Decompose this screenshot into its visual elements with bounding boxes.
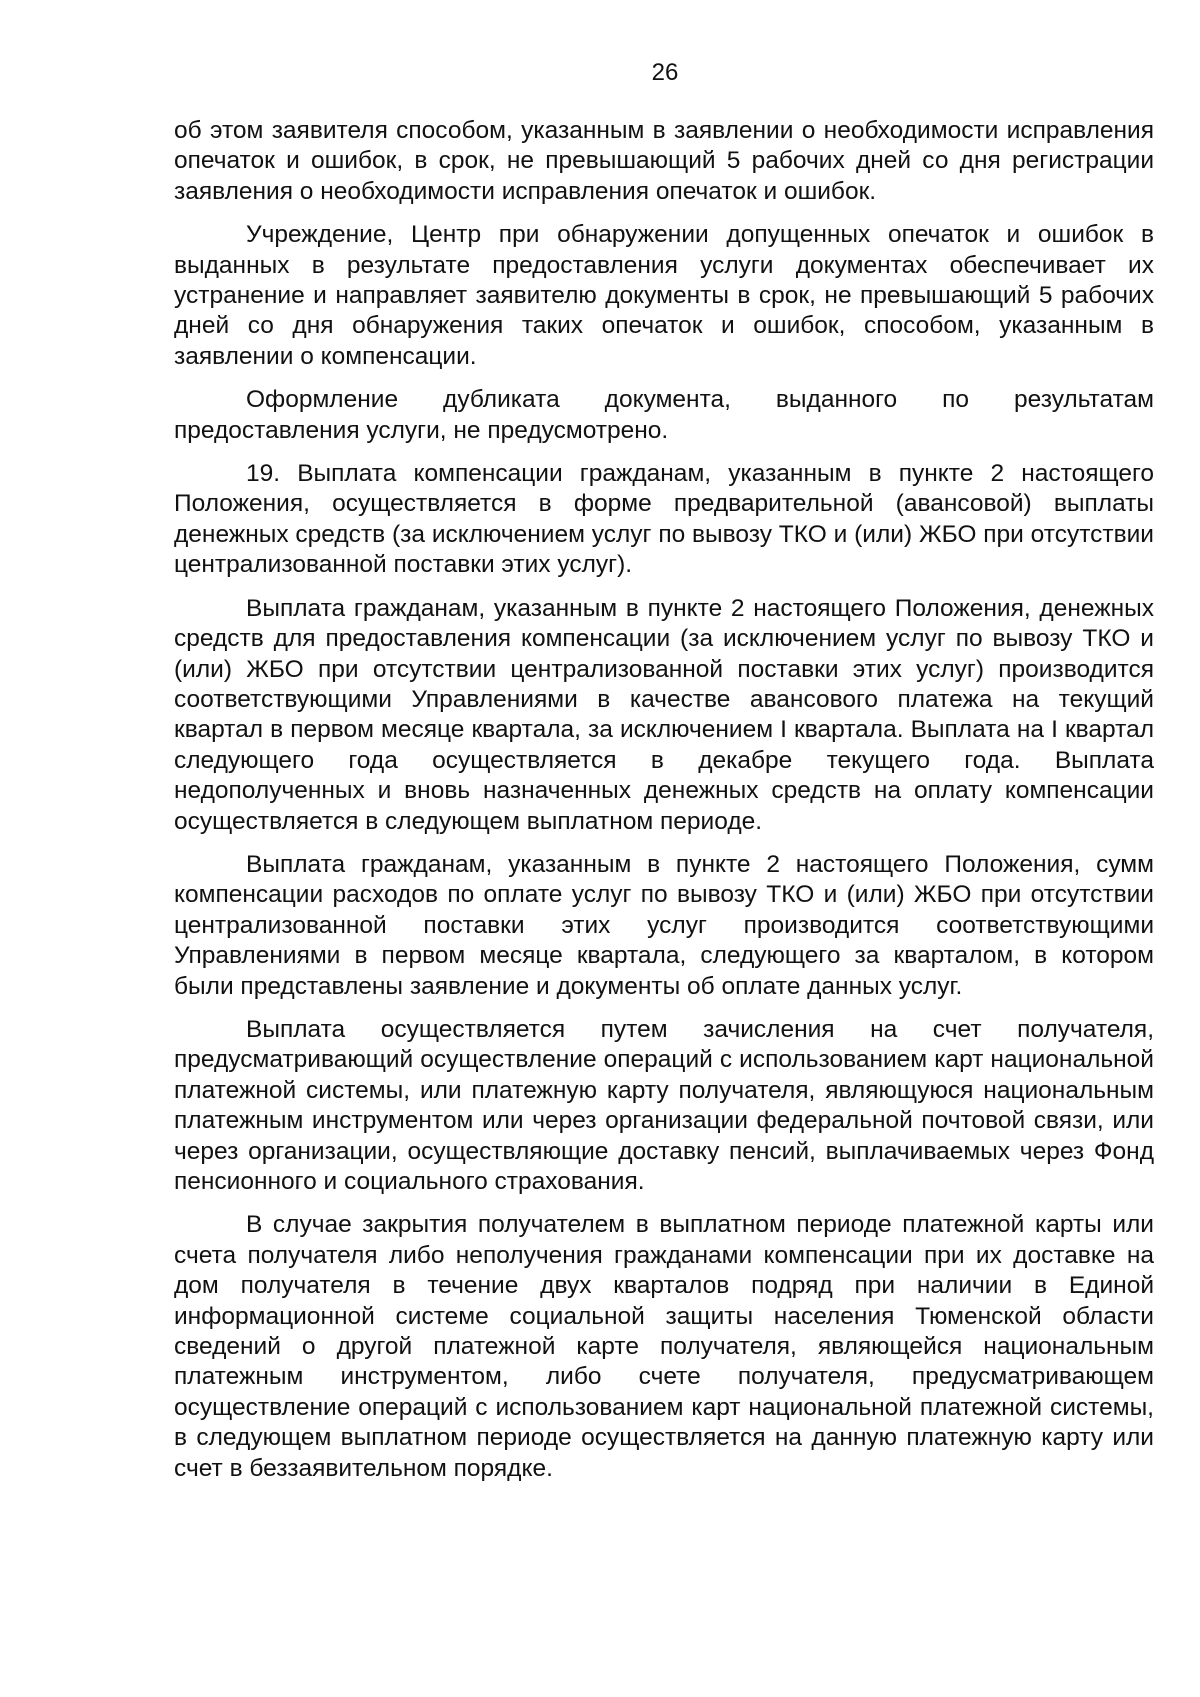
paragraph-error-correction: Учреждение, Центр при обнаружении допущенных опечаток и ошибок в выданных в результате предоставления услуги документах обеспечивает их устранение и направляет заявителю документы в срок, не превышающий 5 рабочих дней со дня обнаружения таких опечаток и ошибок, способом, указанным в заявлении о компенсации. <box>174 221 1154 370</box>
paragraph-advance-payment: Выплата гражданам, указанным в пункте 2 настоящего Положения, денежных средств для предоставления компенсации (за исключением услуг по вывозу ТКО и (или) ЖБО при отсутствии централизованной поставки этих услуг) производится соответствующими Управлениями в качестве авансового платежа на текущий квартал в первом месяце квартала, за исключением I квартала. Выплата на I квартал следующего года осуществляется в декабре текущего года. Выплата недополученных и вновь назначенных денежных средств на оплату компенсации осуществляется в следующем выплатном периоде. <box>174 594 1154 835</box>
paragraph-tko-zhbo-payment: Выплата гражданам, указанным в пункте 2 настоящего Положения, сумм компенсации расходов по оплате услуг по вывозу ТКО и (или) ЖБО при отсутствии централизованной поставки этих услуг производится соответствующими Управлениями в первом месяце квартала, следующего за кварталом, в котором были представлены заявление и документы об оплате данных услуг. <box>174 850 1154 1000</box>
paragraph-account-closure: В случае закрытия получателем в выплатном периоде платежной карты или счета получателя либо неполучения гражданами компенсации при их доставке на дом получателя в течение двух кварталов подряд при наличии в Единой информационной системе социальной защиты населения Тюменской области сведений о другой платежной карте получателя, являющейся национальным платежным инструментом, либо счете получателя, предусматривающем осуществление операций с использованием карт национальной платежной системы, в следующем выплатном периоде осуществляется на данную платежную карту или счет в беззаявительном порядке. <box>174 1211 1154 1482</box>
paragraph-payment-methods: Выплата осуществляется путем зачисления на счет получателя, предусматривающий осуществление операций с использованием карт национальной платежной системы, или платежную карту получателя, являющуюся национальным платежным инструментом или через организации федеральной почтовой связи, или через организации, осуществляющие доставку пенсий, выплачиваемых через Фонд пенсионного и социального страхования. <box>174 1015 1154 1195</box>
document-body <box>174 116 1154 1497</box>
paragraph-continuation: об этом заявителя способом, указанным в заявлении о необходимости исправления опечаток и ошибок, в срок, не превышающий 5 рабочих дней со дня регистрации заявления о необходимости исправления опечаток и ошибок. <box>174 117 1154 205</box>
page-number: 26 <box>651 59 679 86</box>
paragraph-duplicate: Оформление дубликата документа, выданного по результатам предоставления услуги, не предусмотрено. <box>174 386 1154 444</box>
paragraph-item-19: 19. Выплата компенсации гражданам, указанным в пункте 2 настоящего Положения, осуществляется в форме предварительной (авансовой) выплаты денежных средств (за исключением услуг по вывозу ТКО и (или) ЖБО при отсутствии централизованной поставки этих услуг). <box>174 460 1154 579</box>
